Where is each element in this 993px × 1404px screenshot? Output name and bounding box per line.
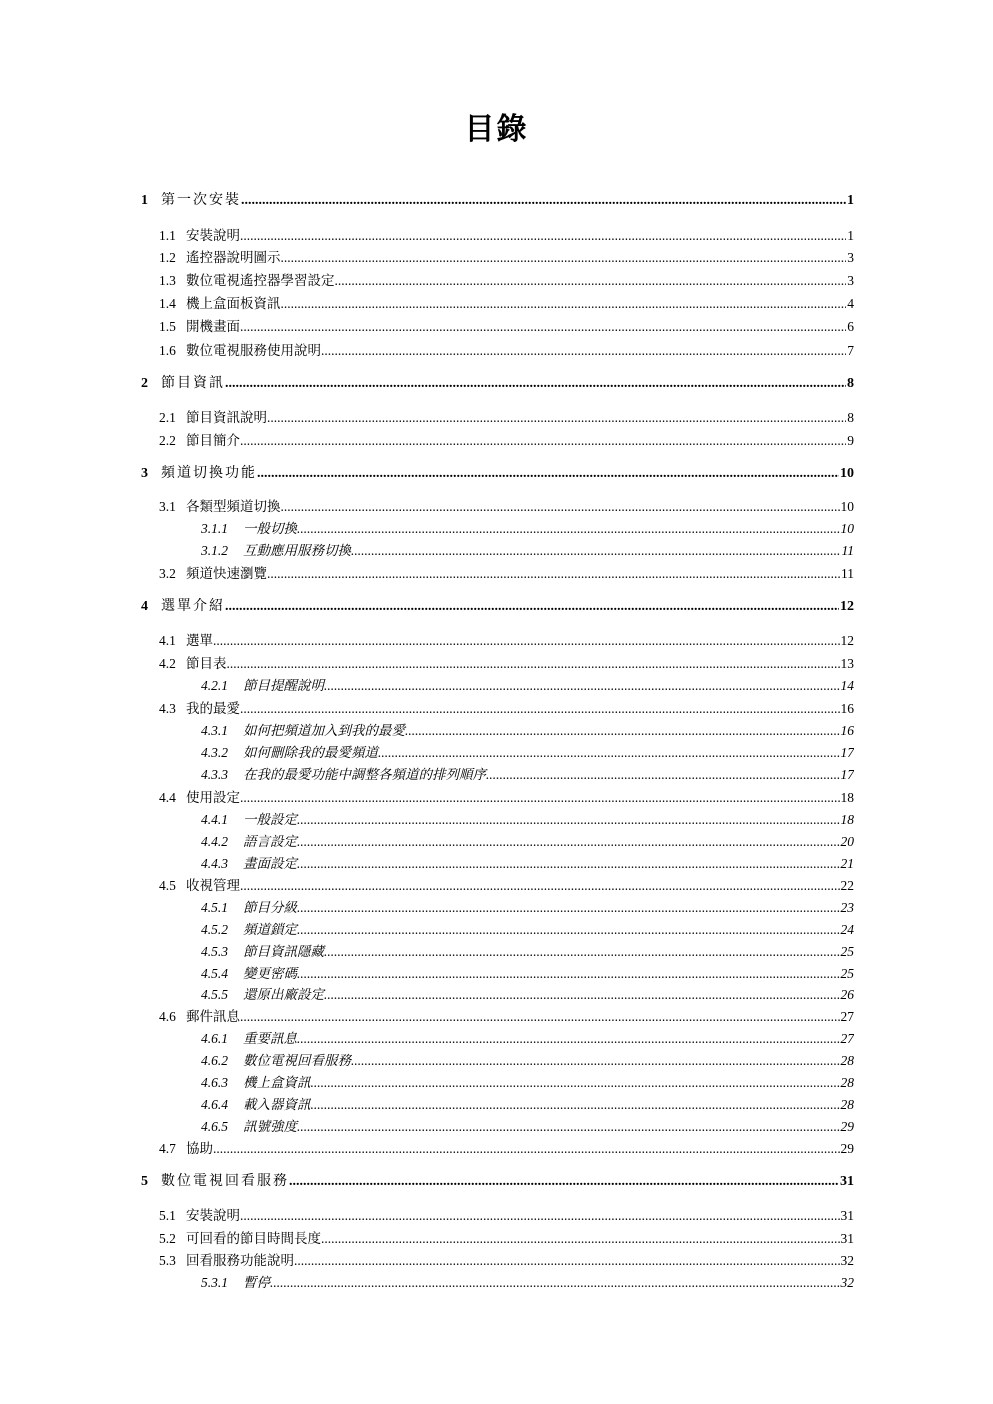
toc-entry-page: 28 xyxy=(840,1097,854,1112)
toc-entry-level2[interactable] xyxy=(159,1249,854,1271)
toc-entry-level3[interactable] xyxy=(201,763,854,785)
toc-entry-level2[interactable] xyxy=(159,1137,854,1159)
toc-entry-title: 一般設定 xyxy=(243,812,297,828)
toc-entry-number: 4.6.2 xyxy=(201,1053,228,1068)
toc-entry-page: 28 xyxy=(840,1075,854,1090)
toc-entry-title: 開機畫面 xyxy=(186,319,240,335)
toc-entry-title: 如何刪除我的最愛頻道 xyxy=(243,745,378,761)
toc-entry-page: 8 xyxy=(847,376,854,391)
toc-entry-title: 節目簡介 xyxy=(186,433,240,449)
toc-entry-level2[interactable] xyxy=(159,224,854,246)
toc-entry-title: 重要訊息 xyxy=(243,1031,297,1047)
toc-entry-level1[interactable] xyxy=(141,595,854,617)
toc-entry-title: 安裝說明 xyxy=(186,1208,240,1224)
toc-entry-number: 4.4 xyxy=(159,790,176,805)
toc-entry-title: 訊號強度 xyxy=(243,1119,297,1135)
toc-entry-number: 4.3.2 xyxy=(201,745,228,760)
toc-entry-page: 3 xyxy=(847,250,854,265)
toc-dot-leader xyxy=(297,1031,840,1047)
toc-entry-title: 選單介紹 xyxy=(161,598,225,614)
toc-dot-leader xyxy=(321,343,846,359)
toc-entry-level3[interactable] xyxy=(201,808,854,830)
toc-dot-leader xyxy=(281,499,840,515)
toc-dot-leader xyxy=(351,1053,840,1069)
toc-dot-leader xyxy=(240,1009,840,1025)
toc-entry-title: 收視管理 xyxy=(186,878,240,894)
toc-entry-level2[interactable] xyxy=(159,495,854,517)
toc-entry-number: 4.3 xyxy=(159,701,176,716)
toc-entry-level3[interactable] xyxy=(201,1071,854,1093)
toc-entry-number: 4.4.3 xyxy=(201,856,228,871)
toc-entry-number: 4.7 xyxy=(159,1141,176,1156)
toc-entry-number: 4.6.4 xyxy=(201,1097,228,1112)
toc-dot-leader xyxy=(324,944,840,960)
toc-entry-page: 11 xyxy=(841,543,854,558)
toc-entry-number: 2 xyxy=(141,376,148,391)
toc-dot-leader xyxy=(321,1231,840,1247)
toc-dot-leader xyxy=(378,745,840,761)
toc-entry-title: 遙控器說明圖示 xyxy=(186,250,281,266)
toc-dot-leader xyxy=(270,1275,840,1291)
toc-entry-page: 27 xyxy=(840,1009,854,1024)
toc-dot-leader xyxy=(267,410,846,426)
toc-entry-title: 頻道鎖定 xyxy=(243,922,297,938)
toc-entry-level1[interactable] xyxy=(141,1170,854,1192)
toc-entry-page: 16 xyxy=(840,701,854,716)
toc-entry-page: 12 xyxy=(840,599,854,614)
toc-entry-level2[interactable] xyxy=(159,1204,854,1226)
toc-dot-leader xyxy=(324,678,840,694)
toc-entry-page: 28 xyxy=(840,1053,854,1068)
toc-entry-title: 節目分級 xyxy=(243,900,297,916)
toc-entry-level3[interactable] xyxy=(201,674,854,696)
toc-entry-number: 4.5.4 xyxy=(201,966,228,981)
toc-entry-level3[interactable] xyxy=(201,1093,854,1115)
toc-entry-level3[interactable] xyxy=(201,1027,854,1049)
toc-entry-page: 27 xyxy=(840,1031,854,1046)
toc-entry-level2[interactable] xyxy=(159,652,854,674)
toc-entry-page: 24 xyxy=(840,922,854,937)
toc-dot-leader xyxy=(297,856,840,872)
toc-entry-number: 3.1 xyxy=(159,499,176,514)
toc-entry-title: 節目提醒說明 xyxy=(243,678,324,694)
toc-entry-number: 4.5.5 xyxy=(201,987,228,1002)
toc-entry-title: 數位電視遙控器學習設定 xyxy=(186,273,335,289)
toc-entry-page: 3 xyxy=(847,273,854,288)
toc-entry-title: 頻道快速瀏覽 xyxy=(186,566,267,582)
toc-entry-level2[interactable] xyxy=(159,562,854,584)
toc-entry-page: 12 xyxy=(840,633,854,648)
toc-entry-level2[interactable] xyxy=(159,339,854,361)
toc-entry-level3[interactable] xyxy=(201,517,854,539)
toc-entry-number: 4.4.2 xyxy=(201,834,228,849)
toc-entry-title: 在我的最愛功能中調整各頻道的排列順序 xyxy=(243,767,486,783)
toc-entry-page: 17 xyxy=(840,767,854,782)
toc-entry-title: 一般切換 xyxy=(243,521,297,537)
toc-entry-number: 3 xyxy=(141,466,148,481)
toc-entry-number: 5 xyxy=(141,1174,148,1189)
toc-entry-level3[interactable] xyxy=(201,1049,854,1071)
toc-entry-page: 32 xyxy=(840,1275,854,1290)
toc-dot-leader xyxy=(297,922,840,938)
toc-entry-title: 協助 xyxy=(186,1141,213,1157)
toc-entry-title: 我的最愛 xyxy=(186,701,240,717)
toc-entry-page: 7 xyxy=(847,343,854,358)
toc-entry-page: 20 xyxy=(840,834,854,849)
toc-dot-leader xyxy=(240,433,846,449)
toc-dot-leader xyxy=(241,193,846,209)
toc-dot-leader xyxy=(267,566,840,582)
toc-entry-level3[interactable] xyxy=(201,983,854,1005)
toc-entry-page: 6 xyxy=(847,319,854,334)
toc-entry-title: 節目資訊隱藏 xyxy=(243,944,324,960)
toc-entry-title: 變更密碼 xyxy=(243,966,297,982)
toc-entry-title: 節目資訊 xyxy=(161,375,225,391)
toc-entry-level2[interactable] xyxy=(159,292,854,314)
toc-entry-page: 32 xyxy=(840,1253,854,1268)
toc-entry-number: 4 xyxy=(141,599,148,614)
toc-entry-level3[interactable] xyxy=(201,719,854,741)
page-title: 目錄 xyxy=(464,112,529,147)
toc-dot-leader xyxy=(213,633,840,649)
toc-entry-level2[interactable] xyxy=(159,1005,854,1027)
toc-entry-number: 5.2 xyxy=(159,1231,176,1246)
toc-entry-title: 可回看的節目時間長度 xyxy=(186,1231,321,1247)
toc-entry-level3[interactable] xyxy=(201,940,854,962)
toc-entry-level3[interactable] xyxy=(201,896,854,918)
toc-entry-number: 1.4 xyxy=(159,296,176,311)
toc-entry-number: 5.3.1 xyxy=(201,1275,228,1290)
toc-entry-page: 31 xyxy=(840,1231,854,1246)
toc-entry-title: 安裝說明 xyxy=(186,228,240,244)
toc-dot-leader xyxy=(335,273,847,289)
toc-entry-number: 4.6 xyxy=(159,1009,176,1024)
toc-entry-title: 郵件訊息 xyxy=(186,1009,240,1025)
toc-entry-page: 31 xyxy=(840,1208,854,1223)
toc-entry-title: 節目表 xyxy=(186,656,227,672)
toc-entry-title: 暫停 xyxy=(243,1275,270,1291)
toc-entry-number: 4.4.1 xyxy=(201,812,228,827)
toc-entry-level1[interactable] xyxy=(141,462,854,484)
toc-entry-page: 10 xyxy=(840,521,854,536)
toc-entry-number: 1.2 xyxy=(159,250,176,265)
toc-entry-title: 節目資訊說明 xyxy=(186,410,267,426)
toc-entry-number: 4.2 xyxy=(159,656,176,671)
toc-entry-level2[interactable] xyxy=(159,269,854,291)
toc-dot-leader xyxy=(257,466,839,482)
toc-entry-page: 23 xyxy=(840,900,854,915)
toc-entry-number: 2.1 xyxy=(159,410,176,425)
toc-entry-level1[interactable] xyxy=(141,372,854,394)
toc-dot-leader xyxy=(213,1141,840,1157)
toc-dot-leader xyxy=(240,701,840,717)
toc-entry-page: 21 xyxy=(840,856,854,871)
toc-entry-number: 5.1 xyxy=(159,1208,176,1223)
toc-dot-leader xyxy=(311,1075,840,1091)
toc-entry-title: 第一次安裝 xyxy=(161,192,241,208)
toc-entry-level2[interactable] xyxy=(159,629,854,651)
toc-entry-number: 4.1 xyxy=(159,633,176,648)
toc-entry-number: 1.5 xyxy=(159,319,176,334)
toc-dot-leader xyxy=(351,543,841,559)
toc-dot-leader xyxy=(225,376,846,392)
toc-entry-title: 互動應用服務切換 xyxy=(243,543,351,559)
toc-dot-leader xyxy=(240,878,840,894)
toc-entry-number: 4.6.1 xyxy=(201,1031,228,1046)
toc-dot-leader xyxy=(297,812,840,828)
toc-entry-level2[interactable] xyxy=(159,1227,854,1249)
toc-entry-page: 10 xyxy=(840,499,854,514)
toc-dot-leader xyxy=(289,1174,839,1190)
toc-entry-title: 語言設定 xyxy=(243,834,297,850)
toc-entry-page: 8 xyxy=(847,410,854,425)
toc-entry-title: 機上盒面板資訊 xyxy=(186,296,281,312)
toc-entry-title: 機上盒資訊 xyxy=(243,1075,311,1091)
toc-entry-title: 各類型頻道切換 xyxy=(186,499,281,515)
toc-entry-title: 使用設定 xyxy=(186,790,240,806)
toc-entry-level3[interactable] xyxy=(201,852,854,874)
toc-dot-leader xyxy=(281,296,847,312)
toc-dot-leader xyxy=(297,834,840,850)
toc-entry-number: 4.3.3 xyxy=(201,767,228,782)
toc-entry-level2[interactable] xyxy=(159,697,854,719)
toc-entry-number: 4.5.1 xyxy=(201,900,228,915)
toc-entry-page: 25 xyxy=(840,944,854,959)
toc-dot-leader xyxy=(240,1208,840,1224)
toc-entry-title: 還原出廠設定 xyxy=(243,987,324,1003)
toc-entry-level2[interactable] xyxy=(159,406,854,428)
toc-entry-level3[interactable] xyxy=(201,918,854,940)
toc-entry-level3[interactable] xyxy=(201,1271,854,1293)
toc-entry-level3[interactable] xyxy=(201,1115,854,1137)
toc-entry-title: 數位電視回看服務 xyxy=(243,1053,351,1069)
toc-entry-number: 1.1 xyxy=(159,228,176,243)
toc-dot-leader xyxy=(227,656,840,672)
toc-entry-page: 26 xyxy=(840,987,854,1002)
toc-dot-leader xyxy=(297,900,840,916)
toc-dot-leader xyxy=(311,1097,840,1113)
toc-entry-level3[interactable] xyxy=(201,830,854,852)
toc-entry-level2[interactable] xyxy=(159,246,854,268)
toc-entry-level3[interactable] xyxy=(201,741,854,763)
toc-entry-number: 4.5.2 xyxy=(201,922,228,937)
toc-entry-title: 載入器資訊 xyxy=(243,1097,311,1113)
toc-dot-leader xyxy=(486,767,840,783)
toc-entry-level2[interactable] xyxy=(159,429,854,451)
toc-entry-title: 頻道切換功能 xyxy=(161,465,257,481)
toc-dot-leader xyxy=(240,228,846,244)
toc-entry-page: 22 xyxy=(840,878,854,893)
toc-dot-leader xyxy=(297,521,840,537)
toc-entry-title: 回看服務功能說明 xyxy=(186,1253,294,1269)
toc-dot-leader xyxy=(225,599,839,615)
toc-entry-number: 5.3 xyxy=(159,1253,176,1268)
toc-entry-page: 1 xyxy=(847,193,854,208)
toc-entry-title: 選單 xyxy=(186,633,213,649)
toc-entry-title: 數位電視回看服務 xyxy=(161,1173,289,1189)
toc-entry-number: 1.6 xyxy=(159,343,176,358)
toc-entry-number: 4.6.3 xyxy=(201,1075,228,1090)
toc-entry-page: 14 xyxy=(840,678,854,693)
toc-entry-number: 4.2.1 xyxy=(201,678,228,693)
toc-entry-page: 13 xyxy=(840,656,854,671)
toc-entry-number: 4.5.3 xyxy=(201,944,228,959)
toc-entry-page: 9 xyxy=(847,433,854,448)
toc-dot-leader xyxy=(297,1119,840,1135)
toc-entry-number: 4.6.5 xyxy=(201,1119,228,1134)
toc-entry-page: 18 xyxy=(840,812,854,827)
toc-dot-leader xyxy=(281,250,847,266)
toc-entry-page: 29 xyxy=(840,1141,854,1156)
toc-dot-leader xyxy=(405,723,840,739)
toc-dot-leader xyxy=(324,987,840,1003)
toc-entry-level3[interactable] xyxy=(201,962,854,984)
toc-entry-number: 3.2 xyxy=(159,566,176,581)
toc-entry-number: 4.5 xyxy=(159,878,176,893)
toc-entry-page: 4 xyxy=(847,296,854,311)
toc-entry-level2[interactable] xyxy=(159,874,854,896)
toc-entry-page: 31 xyxy=(840,1174,854,1189)
toc-entry-level2[interactable] xyxy=(159,315,854,337)
toc-entry-number: 3.1.1 xyxy=(201,521,228,536)
toc-dot-leader xyxy=(294,1253,840,1269)
toc-entry-page: 17 xyxy=(840,745,854,760)
toc-entry-level2[interactable] xyxy=(159,786,854,808)
toc-entry-page: 18 xyxy=(840,790,854,805)
toc-dot-leader xyxy=(240,319,846,335)
toc-entry-page: 29 xyxy=(840,1119,854,1134)
toc-entry-title: 如何把頻道加入到我的最愛 xyxy=(243,723,405,739)
toc-entry-page: 10 xyxy=(840,466,854,481)
toc-entry-page: 25 xyxy=(840,966,854,981)
toc-dot-leader xyxy=(240,790,840,806)
toc-entry-title: 數位電視服務使用說明 xyxy=(186,343,321,359)
toc-entry-level3[interactable] xyxy=(201,539,854,561)
toc-entry-page: 11 xyxy=(841,566,854,581)
toc-entry-level1[interactable] xyxy=(141,189,854,211)
toc-dot-leader xyxy=(297,966,840,982)
toc-entry-page: 16 xyxy=(840,723,854,738)
toc-entry-page: 1 xyxy=(847,228,854,243)
toc-entry-number: 3.1.2 xyxy=(201,543,228,558)
toc-entry-number: 2.2 xyxy=(159,433,176,448)
toc-entry-number: 4.3.1 xyxy=(201,723,228,738)
toc-entry-number: 1 xyxy=(141,193,148,208)
toc-entry-title: 畫面設定 xyxy=(243,856,297,872)
toc-entry-number: 1.3 xyxy=(159,273,176,288)
